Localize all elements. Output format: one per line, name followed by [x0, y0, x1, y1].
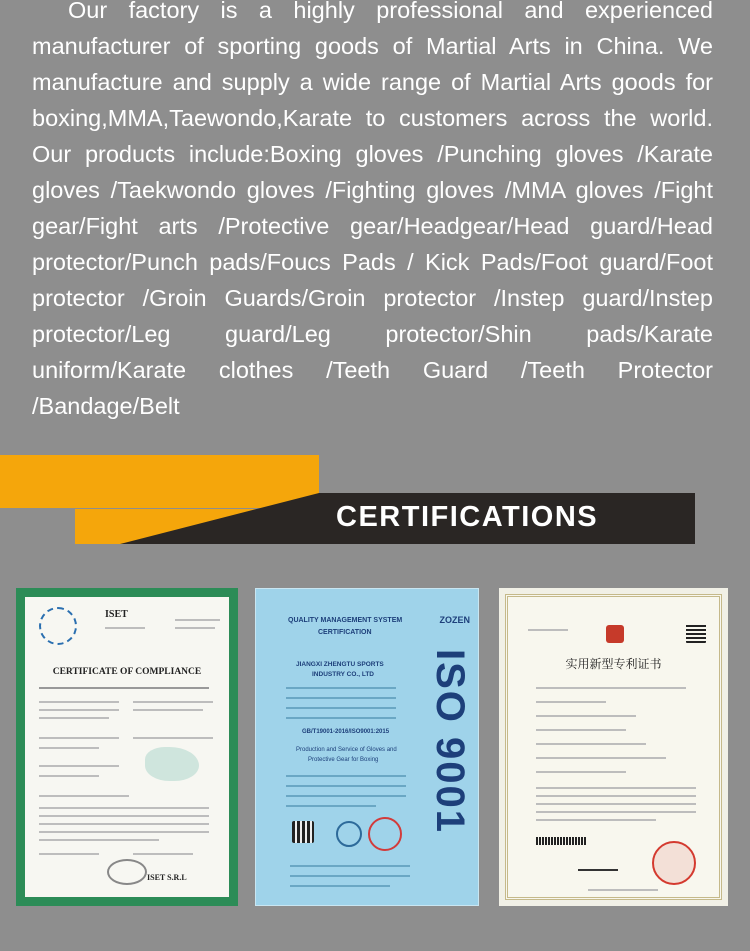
stamp-icon — [107, 859, 147, 885]
patent-certificate — [499, 588, 728, 906]
iso-company-1: JIANGXI ZHENGTU SPORTS — [296, 661, 384, 668]
iso-scope-2: Protective Gear for Boxing — [308, 757, 379, 763]
signature-icon — [578, 849, 618, 871]
compliance-certificate — [16, 588, 238, 906]
iso-9001-vertical: ISO 9001 — [428, 649, 472, 835]
iso-scope-1: Production and Service of Gloves and — [296, 747, 397, 753]
qr-code-icon — [292, 821, 314, 843]
iso-heading-2: CERTIFICATION — [318, 629, 372, 636]
compliance-stamp: ISET S.R.L — [147, 873, 187, 882]
factory-intro-text: Our factory is a highly professional and experienced manufacturer of sporting goods of Martial Arts in China. We manufacture and supply a wide range of Martial Arts goods for boxing,MMA,Taewondo,Karate to customers across the world. Our products include:Boxing gloves /Punching gloves /Karate gloves /Taekwondo gloves /Fighting gloves /MMA gloves /Fight gear/Fight arts /Protective gear/Headgear/Head guard/Head protector/Punch pads/Foucs Pads / Kick Pads/Foot guard/Foot protector /Groin Guards/Groin protector /Instep guard/Instep protector/Leg guard/Leg protector/Shin pads/Karate uniform/Karate clothes /Teeth Guard /Teeth Protector /Bandage/Belt — [32, 0, 713, 419]
certifications-title: CERTIFICATIONS — [336, 501, 599, 533]
patent-emblem-icon — [606, 625, 624, 643]
accreditation-icon — [336, 821, 362, 847]
iso-standard: GB/T19001-2016/ISO9001:2015 — [302, 729, 390, 735]
eu-stars-icon — [39, 607, 77, 645]
iso-company-2: INDUSTRY CO., LTD — [312, 671, 374, 678]
compliance-title: CERTIFICATE OF COMPLIANCE — [52, 667, 202, 677]
iso-heading-1: QUALITY MANAGEMENT SYSTEM — [288, 617, 403, 624]
zozen-logo: ZOZEN — [439, 615, 470, 625]
qr-code-icon — [686, 623, 706, 643]
barcode-icon — [536, 837, 586, 845]
wave-logo-icon — [145, 747, 199, 781]
iso-certificate — [255, 588, 479, 906]
compliance-issuer: ISET — [105, 609, 128, 620]
red-seal-icon — [368, 817, 402, 851]
red-official-seal-icon — [652, 841, 696, 885]
patent-title: 实用新型专利证书 — [565, 657, 662, 671]
